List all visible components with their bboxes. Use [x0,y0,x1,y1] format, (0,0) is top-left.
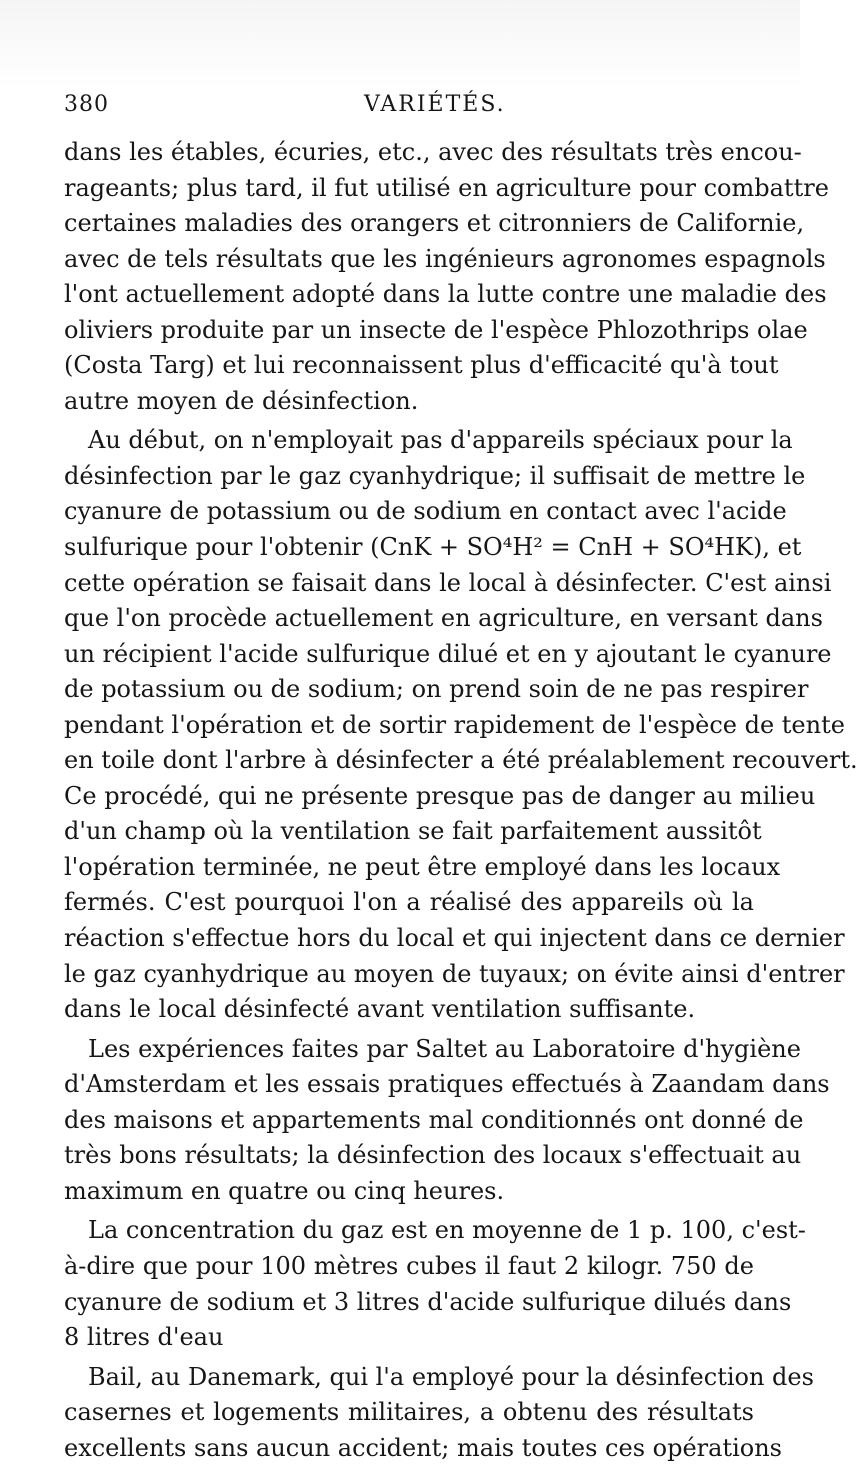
text-line: fermés. C'est pourquoi l'on a réalisé des appareils où la [64,888,754,917]
text-line: avec de tels résultats que les ingénieurs agronomes espagnols [64,244,826,273]
text-line: le gaz cyanhydrique au moyen de tuyaux; on évite ainsi d'entrer [64,959,845,988]
text-line: 8 litres d'eau [64,1323,224,1352]
body-text [64,135,858,1470]
text-line: très bons résultats; la désinfection des locaux s'effectuait au [64,1141,802,1170]
text-line: certaines maladies des orangers et citronniers de Californie, [64,209,805,238]
text-line: que l'on procède actuellement en agriculture, en versant dans [64,604,823,633]
text-line: Les expériences faites par Saltet au Laboratoire d'hygiène [88,1034,801,1063]
text-line: des maisons et appartements mal conditionnés ont donné de [64,1105,804,1134]
text-line: sulfurique pour l'obtenir (CnK + SO⁴H² = CnH + SO⁴HK), et [64,533,802,562]
page-header [64,92,754,132]
text-line: Ce procédé, qui ne présente presque pas de danger au milieu [64,781,816,810]
text-line: La concentration du gaz est en moyenne de 1 p. 100, c'est- [88,1216,806,1245]
text-line: dans les étables, écuries, etc., avec des résultats très encou- [64,138,802,166]
text-line: à-dire que pour 100 mètres cubes il faut 2 kilogr. 750 de [64,1251,754,1280]
text-line: rageants; plus tard, il fut utilisé en agriculture pour combattre [64,173,829,202]
scan-noise [0,0,800,90]
text-line: casernes et logements militaires, a obtenu des résultats [64,1398,754,1427]
text-line: Bail, au Danemark, qui l'a employé pour la désinfection des [88,1362,814,1391]
text-line: réaction s'effectue hors du local et qui injectent dans ce dernier [64,924,845,953]
text-line: cyanure de potassium ou de sodium en contact avec l'acide [64,497,787,526]
text-line: d'Amsterdam et les essais pratiques effectués à Zaandam dans [64,1070,830,1099]
running-head: VARIÉTÉS. [364,92,506,117]
paragraph [64,1213,806,1355]
text-line: un récipient l'acide sulfurique dilué et en y ajoutant le cyanure [64,639,832,668]
paragraph [64,423,858,1027]
text-line: cyanure de sodium et 3 litres d'acide sulfurique dilués dans [64,1287,792,1316]
text-line: (Costa Targ) et lui reconnaissent plus d'efficacité qu'à tout [64,351,779,380]
text-line: Au début, on n'employait pas d'appareils spéciaux pour la [88,426,793,455]
text-line: de potassium ou de sodium; on prend soin de ne pas respirer [64,675,809,704]
text-line: désinfection par le gaz cyanhydrique; il suffisait de mettre le [64,461,806,490]
text-line: en toile dont l'arbre à désinfecter a été préalablement recouvert. [64,746,858,775]
text-line: pendant l'opération et de sortir rapidement de l'espèce de tente [64,710,845,739]
text-line: l'opération terminée, ne peut être employé dans les locaux [64,852,781,881]
page-number: 380 [64,92,109,117]
text-line: dans le local désinfecté avant ventilation suffisante. [64,995,696,1024]
text-line: maximum en quatre ou cinq heures. [64,1176,505,1205]
text-line: autre moyen de désinfection. [64,386,419,415]
paragraph [64,1032,830,1210]
text-line: cette opération se faisait dans le local à désinfecter. C'est ainsi [64,568,832,597]
paragraph [64,1360,814,1467]
text-line: oliviers produite par un insecte de l'espèce Phlozothrips olae [64,315,808,344]
text-line: d'un champ où la ventilation se fait parfaitement aussitôt [64,817,762,846]
text-line: l'ont actuellement adopté dans la lutte contre une maladie des [64,280,827,309]
text-line: excellents sans aucun accident; mais toutes ces opérations [64,1433,782,1462]
paragraph [64,135,829,419]
